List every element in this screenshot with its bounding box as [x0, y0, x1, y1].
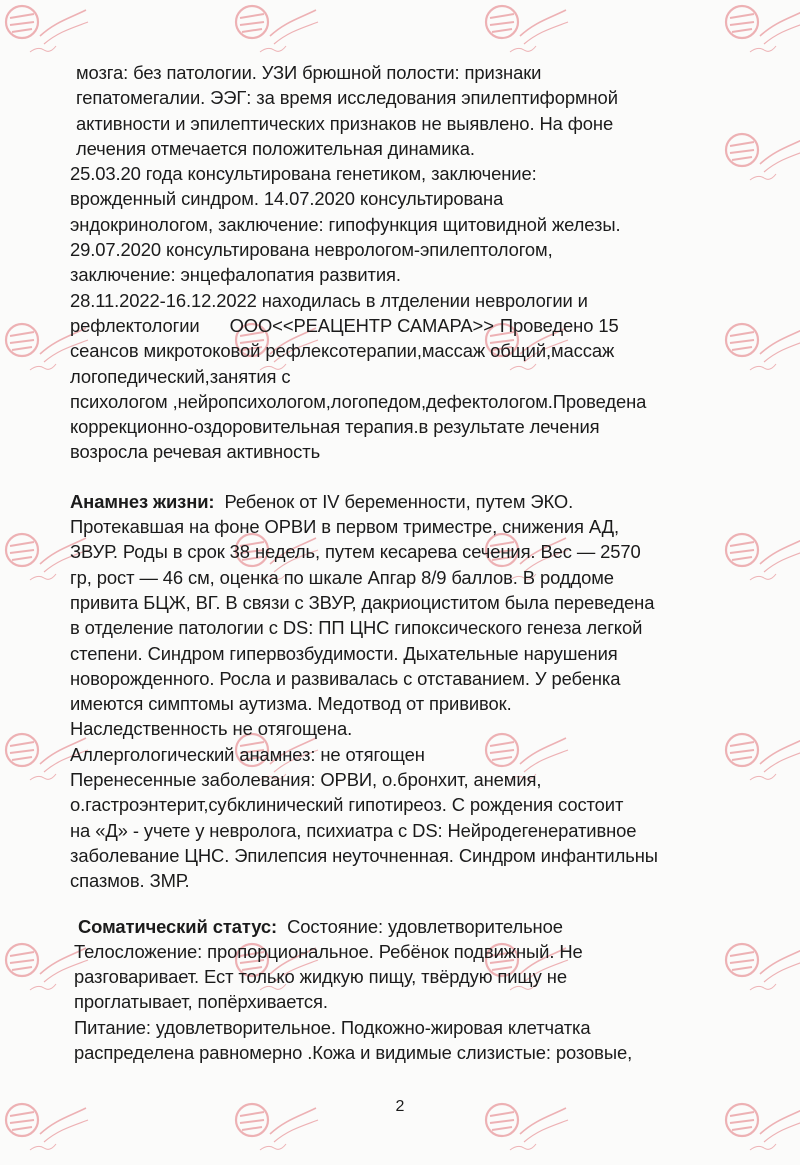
text-line: лечения отмечается положительная динамика.	[76, 137, 475, 159]
text-line: в отделение патологии с DS: ПП ЦНС гипоксического генеза легкой	[70, 617, 643, 639]
somatic-first-line	[70, 914, 750, 939]
anamnesis-first-line	[70, 489, 750, 514]
text-line: о.гастроэнтерит,субклинический гипотиреоз. С рождения состоит	[70, 794, 624, 816]
text-line: мозга: без патологии. УЗИ брюшной полости: признаки	[76, 62, 542, 83]
document-body	[70, 60, 750, 1065]
text-line: 29.07.2020 консультирована неврологом-эпилептологом,	[70, 239, 553, 261]
text-line: Телосложение: пропорциональное. Ребёнок подвижный. Не	[74, 940, 583, 962]
text-line: заключение: энцефалопатия развития.	[70, 264, 401, 286]
anamnesis-heading: Анамнез жизни:	[70, 490, 215, 512]
text-line: привита БЦЖ, ВГ. В связи с ЗВУР, дакриоциститом была переведена	[70, 591, 655, 613]
watermark-logo-icon	[0, 0, 90, 62]
rehab-suffix: Проведено 15	[499, 314, 619, 336]
text-line: Перенесенные заболевания: ОРВИ, о.бронхит, анемия,	[70, 769, 542, 791]
anamnesis-section	[70, 489, 750, 894]
text-line: ЗВУР. Роды в срок 38 недель, путем кесарева сечения. Вес — 2570	[70, 541, 641, 563]
watermark-logo-icon	[480, 0, 570, 62]
rehab-center-line	[70, 313, 750, 338]
text-line: распределена равномерно .Кожа и видимые слизистые: розовые,	[74, 1041, 633, 1063]
treatment-history-section	[70, 60, 750, 465]
somatic-status-section	[70, 914, 750, 1066]
text-line: разговаривает. Ест только жидкую пищу, твёрдую пищу не	[74, 966, 567, 988]
text-line: имеются симптомы аутизма. Медотвод от прививок.	[70, 693, 512, 715]
watermark-logo-icon	[720, 0, 800, 62]
text-line: возросла речевая активность	[70, 441, 321, 463]
text-line: 25.03.20 года консультирована генетиком, заключение:	[70, 163, 537, 185]
text-line: коррекционно-оздоровительная терапия.в результате лечения	[70, 416, 600, 438]
text-line: гепатомегалии. ЭЭГ: за время исследования эпилептиформной	[76, 87, 618, 109]
anamnesis-intro: Ребенок от IV беременности, путем ЭКО.	[224, 490, 574, 512]
somatic-heading: Соматический статус:	[78, 915, 278, 937]
text-line: активности и эпилептических признаков не выявлено. На фоне	[76, 112, 614, 134]
somatic-intro: Состояние: удовлетворительное	[287, 915, 563, 937]
text-line: новорожденного. Росла и развивалась с отставанием. У ребенка	[70, 667, 621, 689]
text-line: степени. Синдром гипервозбудимости. Дыхательные нарушения	[70, 642, 618, 664]
text-line: спазмов. ЗМР.	[70, 870, 190, 892]
text-line: эндокринологом, заключение: гипофункция щитовидной железы.	[70, 213, 621, 235]
text-line: логопедический,занятия с	[70, 365, 291, 387]
text-line: Аллергологический анамнез: не отягощен	[70, 743, 425, 765]
text-line: психологом ,нейропсихологом,логопедом,дефектологом.Проведена	[70, 390, 647, 412]
text-line: заболевание ЦНС. Эпилепсия неуточненная. Синдром инфантильны	[70, 844, 658, 866]
rehab-prefix: рефлектологии	[70, 314, 200, 336]
text-line: гр, рост — 46 см, оценка по шкале Апгар 8/9 баллов. В роддоме	[70, 566, 614, 588]
text-line: Питание: удовлетворительное. Подкожно-жировая клетчатка	[74, 1016, 591, 1038]
text-line: проглатывает, попёрхивается.	[74, 991, 328, 1013]
text-line: 28.11.2022-16.12.2022 находилась в лтделении неврологии и	[70, 289, 588, 311]
text-line: Наследственность не отягощена.	[70, 718, 353, 740]
text-line: врожденный синдром. 14.07.2020 консультирована	[70, 188, 504, 210]
text-line: на «Д» - учете у невролога, психиатра с DS: Нейродегенеративное	[70, 819, 637, 841]
watermark-logo-icon	[230, 0, 320, 62]
text-line: Протекавшая на фоне ОРВИ в первом триместре, снижения АД,	[70, 516, 620, 538]
rehab-organization: ООО<<РЕАЦЕНТР САМАРА>>	[229, 314, 494, 336]
page-number: 2	[395, 1098, 405, 1115]
text-line: сеансов микротоковой рефлексотерапии,массаж общий,массаж	[70, 340, 615, 362]
